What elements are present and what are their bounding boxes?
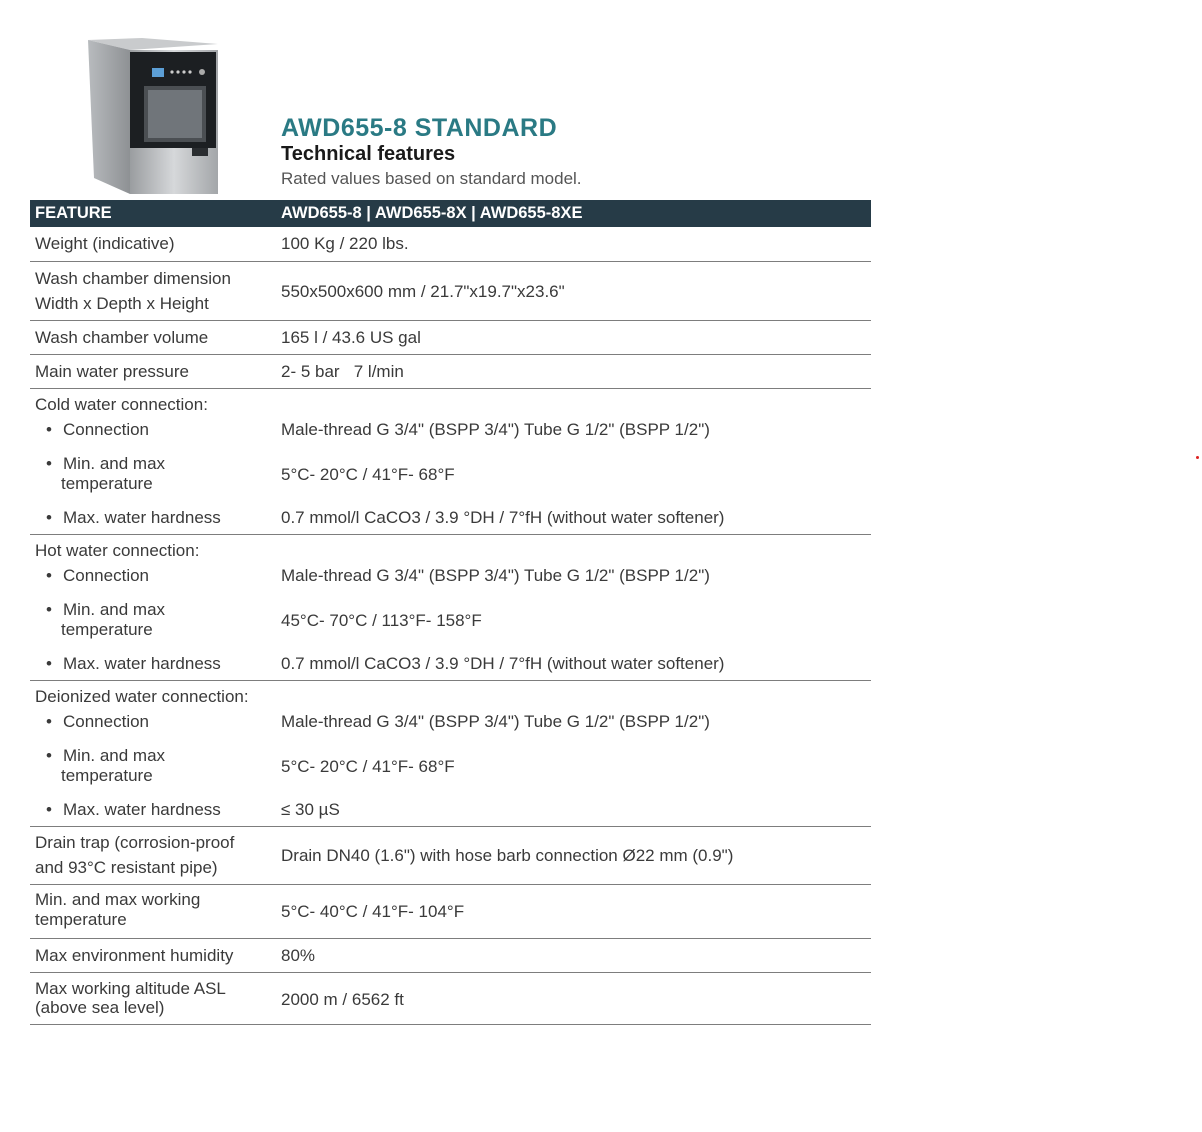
rating-note: Rated values based on standard model.	[281, 169, 582, 188]
bullet-icon: •	[46, 420, 52, 439]
row-value: Male-thread G 3/4" (BSPP 3/4") Tube G 1/2" (BSPP 1/2")	[281, 712, 710, 731]
row-value: 2000 m / 6562 ft	[281, 990, 404, 1009]
table-row	[30, 973, 871, 1025]
row-value: Drain DN40 (1.6") with hose barb connection Ø22 mm (0.9")	[281, 846, 734, 865]
row-label: (above sea level)	[35, 998, 165, 1017]
row-label: Min. and max	[63, 454, 166, 473]
group-title: Deionized water connection:	[35, 687, 249, 706]
row-label: Connection	[63, 420, 150, 439]
row-value: 2- 5 bar 7 l/min	[281, 362, 404, 381]
row-label: Connection	[63, 566, 150, 585]
header-models: AWD655-8 | AWD655-8X | AWD655-8XE	[281, 204, 583, 222]
row-value: 5°C- 20°C / 41°F- 68°F	[281, 465, 455, 484]
stray-dot	[1196, 456, 1199, 459]
row-label: Max. water hardness	[63, 654, 221, 673]
row-value: 550x500x600 mm / 21.7"x19.7"x23.6"	[281, 282, 565, 301]
bullet-icon: •	[46, 454, 52, 473]
row-label: Min. and max working	[35, 890, 201, 909]
row-value: Male-thread G 3/4" (BSPP 3/4") Tube G 1/2" (BSPP 1/2")	[281, 566, 710, 585]
table-row	[30, 939, 871, 973]
table-row-cold-water	[30, 389, 871, 535]
row-value: 0.7 mmol/l CaCO3 / 3.9 °DH / 7°fH (without water softener)	[281, 508, 725, 527]
table-row	[30, 262, 871, 321]
row-label: Min. and max	[63, 600, 166, 619]
table-row	[30, 227, 871, 262]
table-header	[30, 200, 871, 227]
row-label: Max environment humidity	[35, 946, 234, 965]
row-label: Drain trap (corrosion-proof	[35, 833, 235, 852]
row-label: Wash chamber volume	[35, 328, 209, 347]
bullet-icon: •	[46, 746, 52, 765]
table-row	[30, 355, 871, 389]
row-label: temperature	[35, 910, 127, 929]
table-row	[30, 321, 871, 355]
row-label: and 93°C resistant pipe)	[35, 858, 218, 877]
row-label: Wash chamber dimension	[35, 269, 231, 288]
bullet-icon: •	[46, 600, 52, 619]
row-label: Weight (indicative)	[35, 234, 175, 253]
row-value: 5°C- 20°C / 41°F- 68°F	[281, 757, 455, 776]
row-label: temperature	[61, 620, 153, 639]
bullet-icon: •	[46, 508, 52, 527]
row-label: temperature	[61, 474, 153, 493]
bullet-icon: •	[46, 712, 52, 731]
bullet-icon: •	[46, 654, 52, 673]
group-title: Cold water connection:	[35, 395, 208, 414]
row-value: ≤ 30 µS	[281, 800, 340, 819]
row-value: Male-thread G 3/4" (BSPP 3/4") Tube G 1/2" (BSPP 1/2")	[281, 420, 710, 439]
row-value: 0.7 mmol/l CaCO3 / 3.9 °DH / 7°fH (without water softener)	[281, 654, 725, 673]
product-title: AWD655-8 STANDARD	[281, 114, 558, 142]
row-label: Width x Depth x Height	[35, 294, 209, 313]
table-row	[30, 827, 871, 885]
row-value: 5°C- 40°C / 41°F- 104°F	[281, 902, 465, 921]
section-subtitle: Technical features	[281, 143, 456, 165]
row-label: Connection	[63, 712, 150, 731]
row-label: temperature	[61, 766, 153, 785]
row-label: Max. water hardness	[63, 800, 221, 819]
row-value: 45°C- 70°C / 113°F- 158°F	[281, 611, 482, 630]
table-row-deionized-water	[30, 681, 871, 827]
row-label: Main water pressure	[35, 362, 190, 381]
bullet-icon: •	[46, 566, 52, 585]
row-value: 80%	[281, 946, 316, 965]
table-row-hot-water	[30, 535, 871, 681]
row-value: 100 Kg / 220 lbs.	[281, 234, 409, 253]
table-row	[30, 885, 871, 939]
product-image	[82, 38, 222, 196]
row-label: Max working altitude ASL	[35, 979, 226, 998]
group-title: Hot water connection:	[35, 541, 200, 560]
row-label: Max. water hardness	[63, 508, 221, 527]
spec-table	[30, 200, 871, 1025]
row-value: 165 l / 43.6 US gal	[281, 328, 421, 347]
header-feature: FEATURE	[35, 204, 112, 222]
row-label: Min. and max	[63, 746, 166, 765]
bullet-icon: •	[46, 800, 52, 819]
